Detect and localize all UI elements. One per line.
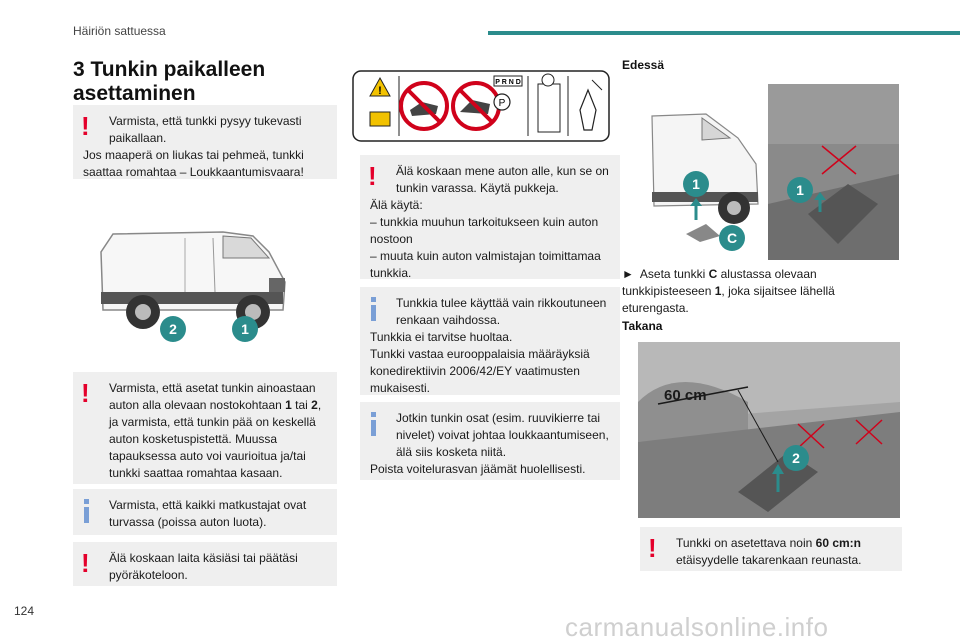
watermark: carmanualsonline.info: [565, 612, 829, 642]
warning-icon: !: [648, 533, 657, 563]
info-text-line: Poista voitelurasvan jäämät huolellisesti.: [370, 462, 586, 476]
warning-text-line: paikallaan.: [109, 131, 167, 145]
front-underbody-point-1-label: 1: [796, 182, 804, 198]
header-accent-bar: [488, 31, 960, 35]
info-text-line: Tunkkia ei tarvitse huoltaa.: [370, 330, 513, 344]
warning-icon: !: [81, 548, 90, 578]
info-text: Jotkin tunkin osat (esim. ruuvikierre tai nivelet) voivat johtaa loukkaantumiseen, älä siis kosketa niitä.: [396, 411, 609, 459]
warning-box-under-car: [360, 155, 620, 279]
warning-text-line: Varmista, että tunkki pysyy tukevasti: [109, 114, 302, 128]
warning-text: Tunkki on asetettava noin 60 cm:n etäisyydelle takarenkaan reunasta.: [676, 536, 862, 567]
warning-icon: !: [81, 111, 90, 141]
warning-box-lift-points: [73, 372, 337, 484]
svg-text:!: !: [378, 85, 382, 97]
warning-text-line: – tunkkia muuhun tarkoitukseen kuin auton nostoon: [370, 215, 599, 246]
safety-pictogram: [352, 70, 610, 142]
gear-selector-label: P R N D: [495, 79, 521, 86]
info-text: Varmista, että kaikki matkustajat ovat turvassa (poissa auton luota).: [109, 498, 307, 529]
front-heading: Edessä: [622, 58, 665, 72]
warning-icon: !: [368, 161, 377, 191]
warning-box-stability: [73, 105, 337, 179]
section-title: 3 Tunkin paikalleen asettaminen: [73, 58, 266, 105]
distance-label: 60 cm: [664, 387, 707, 404]
header-title: Häiriön sattuessa: [73, 24, 166, 38]
info-box-passengers: [73, 489, 337, 535]
warning-text: Älä koskaan mene auton alle, kun se on tunkin varassa. Käytä pukkeja.: [396, 164, 609, 195]
info-box-jack-parts: [360, 402, 620, 480]
jack-c-label: C: [726, 230, 738, 246]
warning-text-line: Jos maaperä on liukas tai pehmeä, tunkki saattaa romahtaa – Loukkaantumisvaara!: [83, 148, 304, 179]
front-van-image: [646, 84, 764, 260]
warning-box-hands: [73, 542, 337, 586]
front-instruction: ► Aseta tunkki C alustassa olevaan tunkkipisteeseen 1, joka sijaitsee lähellä eturengasta.: [622, 267, 835, 315]
info-box-jack-use: [360, 287, 620, 395]
warning-text: Älä koskaan laita käsiäsi tai päätäsi pyöräkoteloon.: [109, 551, 298, 582]
front-underbody-image: [768, 84, 899, 260]
warning-text: Varmista, että asetat tunkin ainoastaan auton alla olevaan nostokohtaan 1 tai 2, ja varmista, että tunkin pää on keskellä auton kosketuspistettä. Muussa tapauksessa auto voi vaurioitua ja/tai tunkki saattaa romahtaa kasaan.: [109, 381, 322, 480]
svg-text:P: P: [498, 98, 506, 109]
warning-icon: !: [81, 378, 90, 408]
rear-point-2-label: 2: [792, 450, 800, 466]
rear-underbody-image: [638, 342, 900, 518]
lift-point-2-label: 2: [169, 321, 177, 337]
front-point-1-label: 1: [692, 176, 700, 192]
info-text-line: Tunkki vastaa eurooppalaisia määräyksiä konedirektiivin 2006/42/EY vaatimusten mukaisesti.: [370, 347, 590, 395]
page-number: 124: [14, 604, 35, 618]
info-text: Tunkkia tulee käyttää vain rikkoutuneen renkaan vaihdossa.: [396, 296, 607, 327]
warning-box-distance: [640, 527, 902, 571]
van-side-image: [73, 192, 337, 352]
lift-point-1-label: 1: [241, 321, 249, 337]
warning-text-line: – muuta kuin auton valmistajan toimittamaa tunkkia.: [370, 249, 601, 280]
rear-heading: Takana: [622, 319, 663, 333]
warning-text-line: Älä käytä:: [370, 198, 423, 212]
